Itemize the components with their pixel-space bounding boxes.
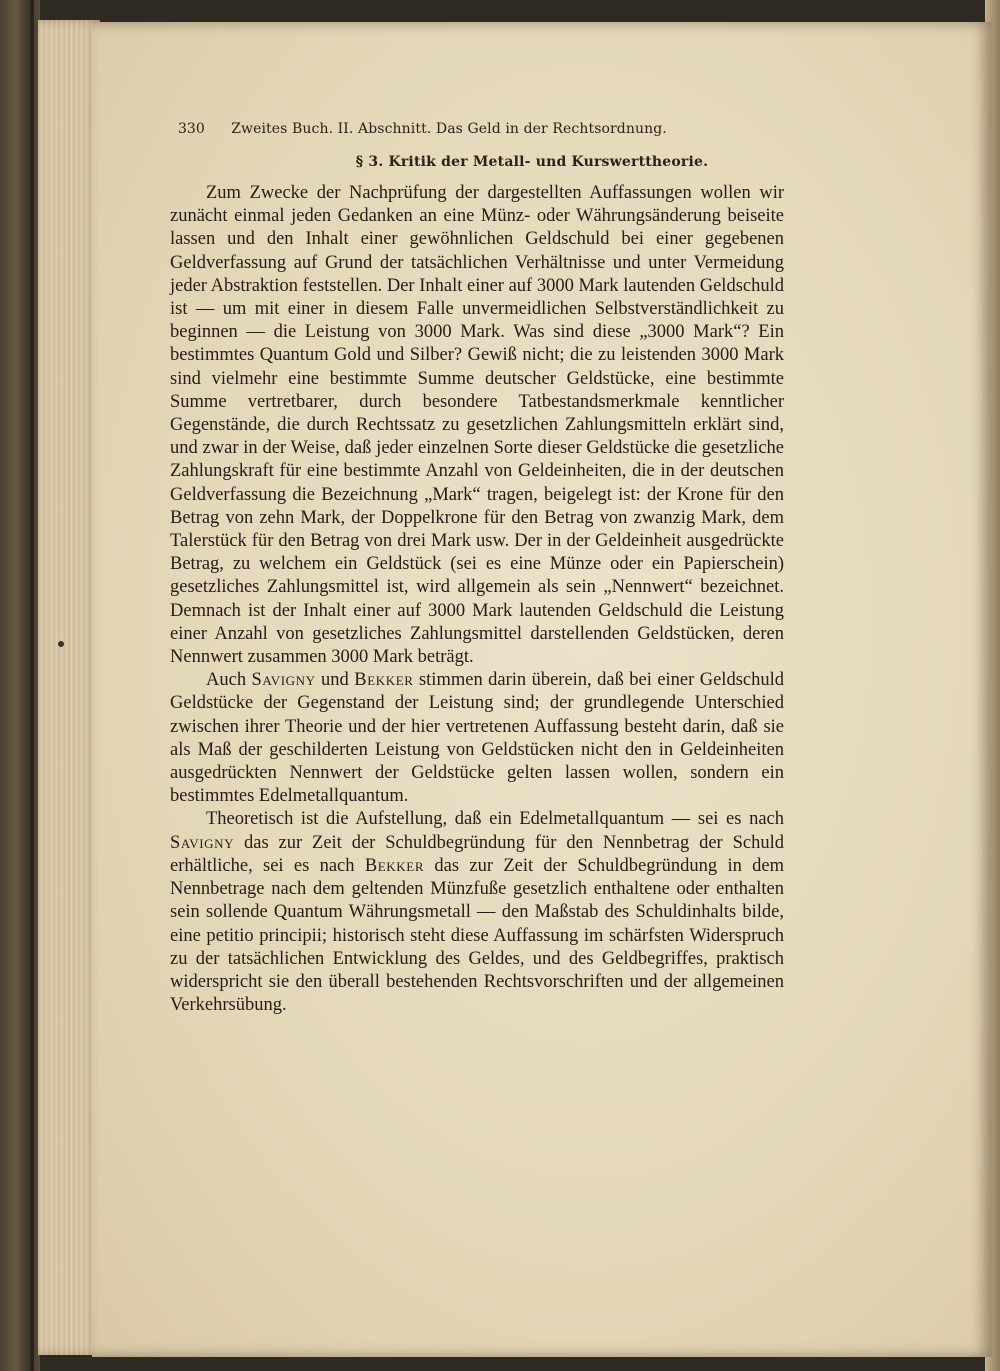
text-run: Theoretisch ist die Aufstellung, daß ein Edelmetallquantum — sei es nach [206,809,784,830]
text-run: das zur Zeit der Schuldbegründung für den Nennbetrag der Schuld erhältliche, sei es nach [170,832,784,876]
running-head: Zweites Buch. II. Abschnitt. Das Geld in der Rechtsordnung. [231,121,667,137]
paragraph-2 [170,669,784,808]
text-run: stimmen darin überein, daß bei einer Geldschuld Geldstücke der Gegenstand der Leistung sind; der grundlegende Unterschied zwischen ihrer Theorie und der hier vertretenen Auffassung besteht darin, daß sie als Maß der geschilderten Leistung von Geldstücken nicht den in Geldeinheiten ausgedrückten Nennwert der Geldstücke gelten lassen wollen, sondern ein bestimmtes Edelmetallquantum. [170,670,784,807]
body-text [170,182,784,1017]
author-name-savigny: Savigny [251,670,316,691]
page-number: 330 [178,121,205,137]
page-sheet [92,22,992,1357]
paragraph-3 [170,808,784,1017]
book-cover-edge [0,0,40,1371]
author-name-bekker: Bekker [364,855,425,876]
text-run: das zur Zeit der Schuldbegründung in dem Nennbetrage nach dem geltenden Münzfuße gesetzlich enthaltene oder enthalten sein sollende Quantum Währungsmetall — den Maßstab des Schuldinhalts bilde, eine petitio principii; historisch steht diese Auffassung im schärfsten Widerspruch zu der tatsächlichen Entwicklung des Geldes, und des Geldbegriffes, praktisch widerspricht sie den überall bestehenden Rechtsvorschriften und der allgemeinen Verkehrsübung. [170,855,784,1016]
ink-spot [58,641,64,647]
author-name-savigny: Savigny [170,832,235,853]
author-name-bekker: Bekker [354,670,414,691]
paragraph-1: Zum Zwecke der Nachprüfung der dargestellten Auffassungen wollen wir zunächt einmal jeden Gedanken an eine Münz- oder Währungsänderung beiseite lassen und den Inhalt einer gewöhnlichen Geldschuld bei einer gegebenen Geldverfassung auf Grund der tatsächlichen Verhältnisse und unter Vermeidung jeder Abstraktion feststellen. Der Inhalt einer auf 3000 Mark lautenden Geldschuld ist — um mit einer in diesem Falle unvermeidlichen Selbstverständlichkeit zu beginnen — die Leistung von 3000 Mark. Was sind diese „3000 Mark“? Ein bestimmtes Quantum Gold und Silber? Gewiß nicht; die zu leistenden 3000 Mark sind vielmehr eine bestimmte Summe deutscher Geldstücke, eine bestimmte Summe vertretbarer, durch besondere Tatbestandsmerkmale kenntlicher Gegenstände, die durch Rechtssatz zu gesetzlichen Zahlungsmitteln erklärt sind, und zwar in der Weise, daß jeder einzelnen Sorte dieser Geldstücke die gesetzliche Zahlungskraft für eine bestimmte Anzahl von Geldeinheiten, die in der deutschen Geldverfassung die Bezeichnung „Mark“ tragen, beigelegt ist: der Krone für den Betrag von zehn Mark, der Doppelkrone für den Betrag von zwanzig Mark, dem Talerstück für den Betrag von drei Mark usw. Der in der Geldeinheit ausgedrückte Betrag, zu welchem ein Geldstück (sei es eine Münze oder ein Papierschein) gesetzliches Zahlungsmittel ist, wird allgemein als sein „Nennwert“ bezeichnet. Demnach ist der Inhalt einer auf 3000 Mark lautenden Geldschuld die Leistung einer Anzahl von gesetzliches Zahlungsmittel darstellenden Geldstücken, deren Nennwert zusammen 3000 Mark beträgt. [170,183,784,668]
text-run: und [315,670,355,691]
text-run: Auch [206,670,252,691]
running-header [178,121,798,137]
page-stack-edges [38,20,100,1355]
section-title: § 3. Kritik der Metall- und Kurswerttheorie. [355,154,709,170]
